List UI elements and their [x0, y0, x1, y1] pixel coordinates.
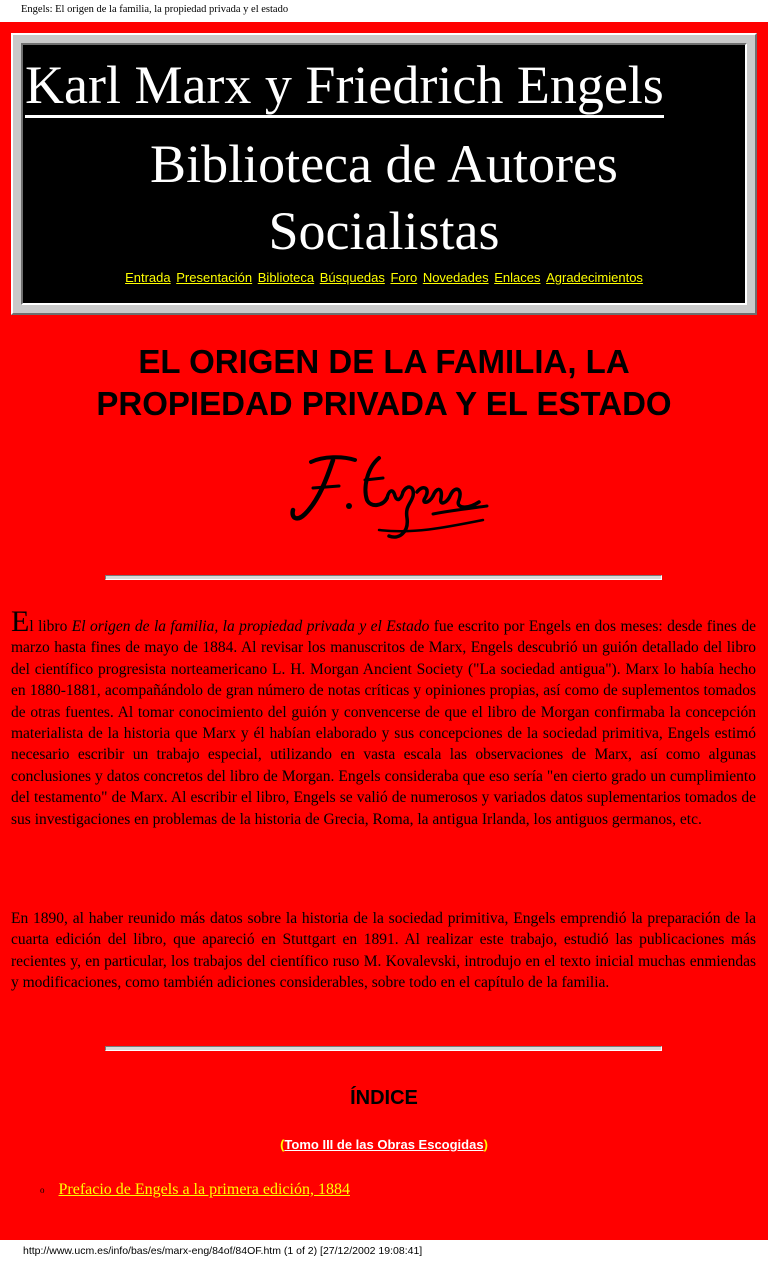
- nav-presentacion[interactable]: Presentación: [176, 270, 253, 285]
- nav-agradecimientos[interactable]: Agradecimientos: [546, 270, 643, 285]
- second-paragraph: En 1890, al haber reunido más datos sobre la historia de la sociedad primitiva, Engels emprendió la preparación de la cuarta edición del libro, que apareció en Stuttgart en 1891. Al realizar este trabajo, estudió las publicaciones más recientes y, en particular, los trabajos del científico ruso M. Kovalevski, introdujo en el texto inicial muchas enmiendas y modificaciones, como también adiciones considerables, sobre todo en el capítulo de la familia.: [11, 910, 756, 992]
- horizontal-rule: [105, 575, 662, 580]
- nav-entrada[interactable]: Entrada: [125, 270, 171, 285]
- tomo-link[interactable]: Tomo III de las Obras Escogidas: [284, 1137, 484, 1152]
- tomo-line: (Tomo III de las Obras Escogidas): [280, 1137, 488, 1152]
- index-heading: ÍNDICE: [350, 1087, 418, 1109]
- page-title-line2: PROPIEDAD PRIVADA Y EL ESTADO: [96, 385, 672, 422]
- page-title: [0, 341, 768, 425]
- toc-item: [40, 1181, 350, 1199]
- nav-biblioteca[interactable]: Biblioteca: [257, 270, 315, 285]
- print-footer-url: http://www.ucm.es/info/bas/es/marx-eng/84of/84OF.htm (1 of 2) [27/12/2002 19:08:41]: [23, 1245, 423, 1257]
- engels-signature-image: [283, 448, 493, 548]
- print-footer: [0, 1240, 768, 1265]
- print-header: [0, 0, 768, 22]
- nav-foro[interactable]: Foro: [390, 270, 418, 285]
- intro-paragraph: El libro El origen de la familia, la propiedad privada y el Estado fue escrito por Engels en dos meses: desde fines de marzo hasta fines de mayo de 1884. Al revisar los manuscritos de Marx, Engels descubrió un guión detallado del libro del científico progresista norteamericano L. H. Morgan Ancient Society ("La sociedad antigua"). Marx lo había hecho en 1880-1881, acompañándolo de gran número de notas críticas y opiniones propias, así como de suplementos tomados de otras fuentes. Al tomar conocimiento del guión y convencerse de que el libro de Morgan confirmaba la concepción materialista de la historia que Marx y él habían elaborado y sus concepciones de la sociedad primitiva, Engels estimó necesario escribir un trabajo especial, utilizando en vasta escala las observaciones de Marx, así como algunas conclusiones y datos concretos del libro de Morgan. Engels consideraba que eso sería "en cierto grado un cumplimiento del testamento" de Marx. Al escribir el libro, Engels se valió de numerosos y variados datos suplementarios tomados de sus investigaciones en problemas de la historia de Grecia, Roma, la antigua Irlanda, los antiguos germanos, etc.: [11, 605, 756, 828]
- book-title-italic: El origen de la familia, la propiedad privada y el Estado: [71, 618, 430, 635]
- nav-novedades[interactable]: Novedades: [422, 270, 489, 285]
- horizontal-rule: [105, 1046, 662, 1051]
- site-banner-inner: [21, 43, 747, 305]
- print-header-text: Engels: El origen de la familia, la propiedad privada y el estado: [21, 4, 289, 15]
- bullet-icon: o: [40, 1185, 45, 1196]
- nav-enlaces[interactable]: Enlaces: [494, 270, 541, 285]
- site-nav: [23, 270, 745, 285]
- banner-library-line1: Biblioteca de Autores: [150, 134, 618, 194]
- site-banner: [11, 33, 757, 315]
- dropcap: E: [11, 605, 30, 638]
- page-title-line1: EL ORIGEN DE LA FAMILIA, LA: [138, 343, 630, 380]
- banner-library-line2: Socialistas: [268, 201, 500, 261]
- toc-link-prefacio[interactable]: Prefacio de Engels a la primera edición, 1884: [58, 1181, 350, 1198]
- banner-authors: Karl Marx y Friedrich Engels: [25, 58, 741, 112]
- nav-busquedas[interactable]: Búsquedas: [319, 270, 385, 285]
